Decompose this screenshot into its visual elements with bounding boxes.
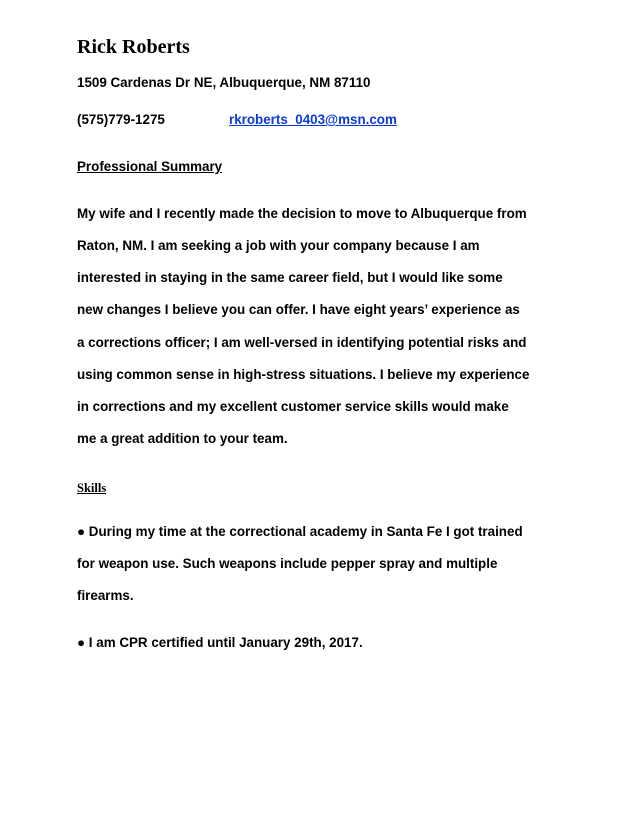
skills-line-1: ● During my time at the correctional academy in Santa Fe I got trained (77, 524, 523, 539)
address: 1509 Cardenas Dr NE, Albuquerque, NM 87110 (77, 75, 371, 90)
summary-line-8: me a great addition to your team. (77, 431, 288, 446)
summary-line-5: a corrections officer; I am well-versed in identifying potential risks and (77, 335, 527, 350)
summary-line-6: using common sense in high-stress situations. I believe my experience (77, 367, 530, 382)
skills-line-4: ● I am CPR certified until January 29th, 2017. (77, 635, 363, 650)
summary-line-7: in corrections and my excellent customer service skills would make (77, 399, 509, 414)
professional-summary-heading: Professional Summary (77, 159, 223, 174)
summary-line-3: interested in staying in the same career field, but I would like some (77, 270, 503, 285)
summary-line-1: My wife and I recently made the decision to move to Albuquerque from (77, 206, 527, 221)
resume-name: Rick Roberts (77, 36, 190, 58)
email-link[interactable]: rkroberts_0403@msn.com (229, 112, 397, 127)
skills-line-2: for weapon use. Such weapons include pepper spray and multiple (77, 556, 498, 571)
skills-line-3: firearms. (77, 588, 134, 603)
summary-line-2: Raton, NM. I am seeking a job with your company because I am (77, 238, 480, 253)
summary-line-4: new changes I believe you can offer. I have eight years’ experience as (77, 302, 520, 317)
skills-heading: Skills (77, 481, 107, 495)
phone: (575)779-1275 (77, 112, 165, 127)
